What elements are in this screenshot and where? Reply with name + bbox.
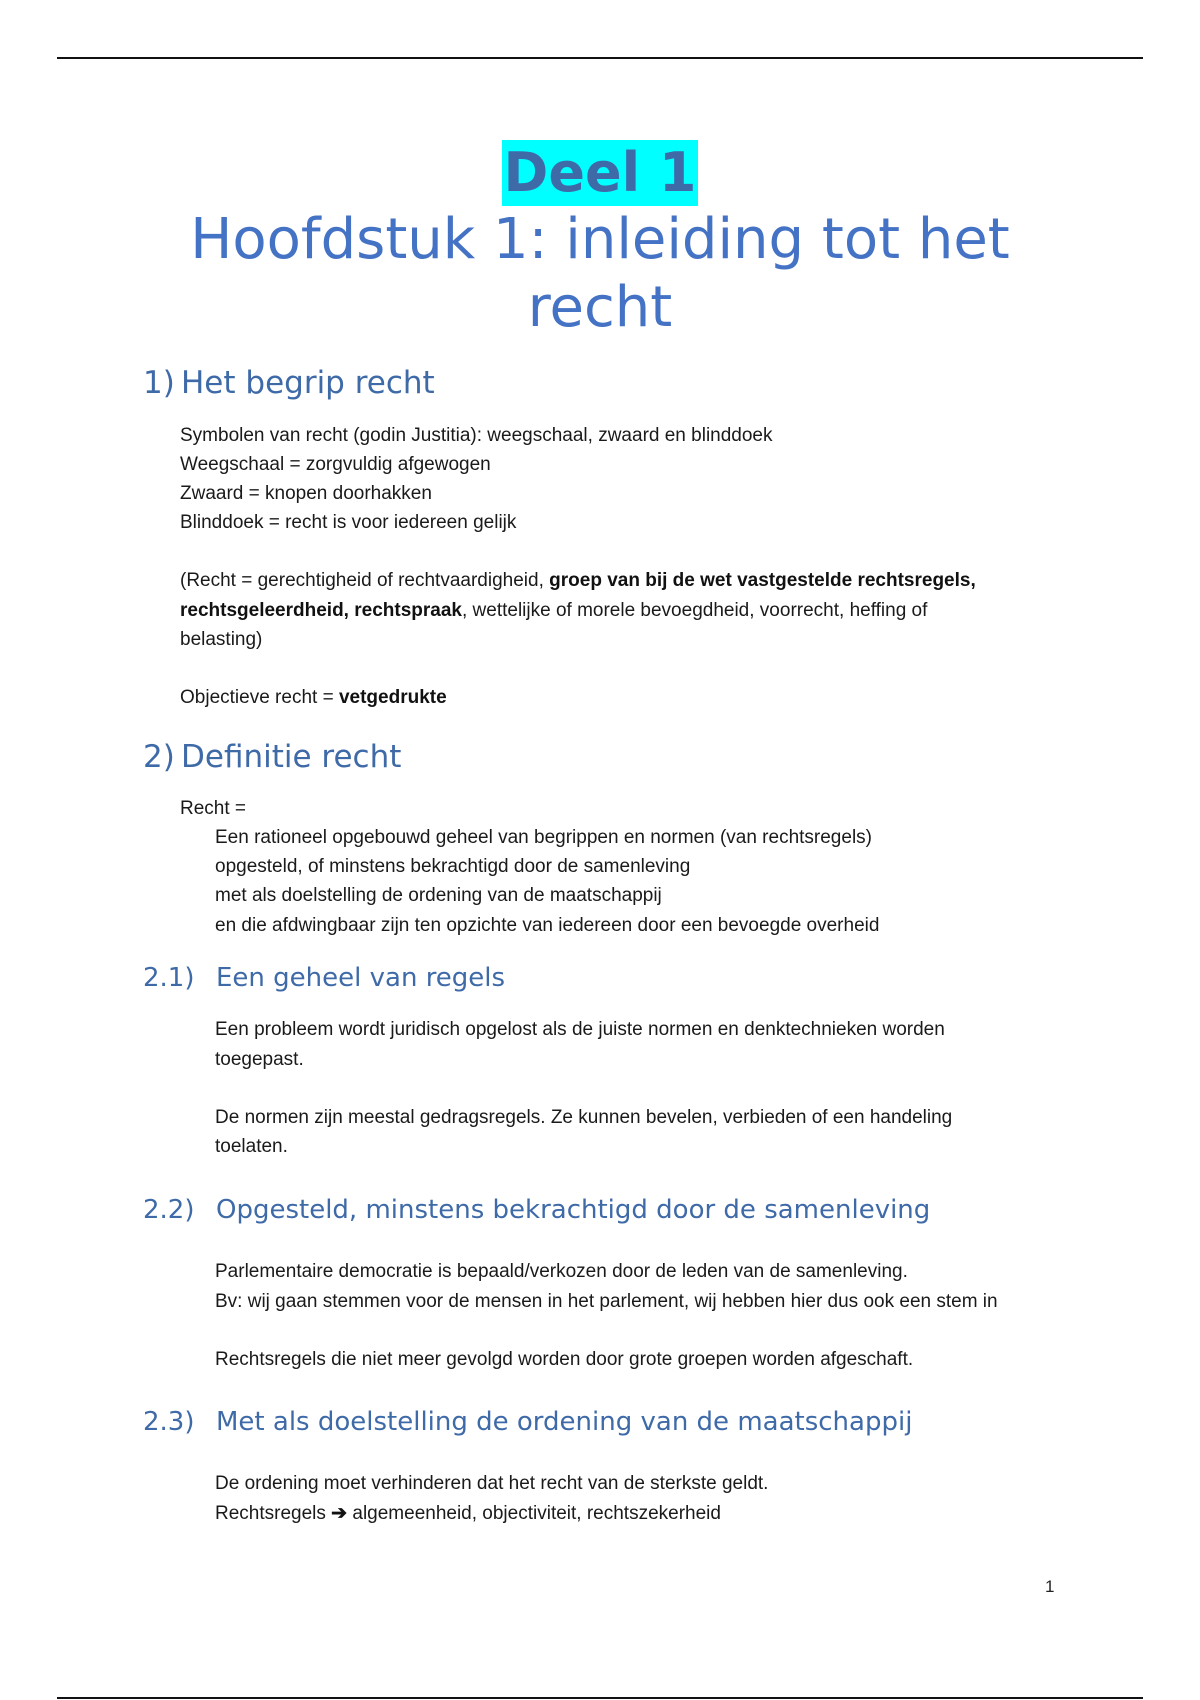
section-heading-2 [143, 738, 401, 776]
title-block [0, 140, 1200, 342]
subsection-heading-2-1 [143, 962, 505, 994]
paragraph-line [180, 566, 976, 595]
paragraph-line [180, 596, 927, 625]
paragraph-line: Symbolen van recht (godin Justitia): weegschaal, zwaard en blinddoek [180, 425, 773, 446]
paragraph-line [215, 1499, 721, 1528]
text-run: , wettelijke of morele bevoegdheid, voorrecht, heffing of [461, 600, 928, 621]
text-run: Rechtsregels [215, 1503, 332, 1524]
paragraph-line: De normen zijn meestal gedragsregels. Ze kunnen bevelen, verbieden of een handeling [215, 1107, 953, 1128]
section-title: Definitie recht [181, 739, 402, 775]
definition-line: opgesteld, of minstens bekrachtigd door de samenleving [215, 856, 691, 877]
paragraph-line: De ordening moet verhinderen dat het recht van de sterkste geldt. [215, 1473, 769, 1494]
arrow-icon: ➔ [331, 1503, 348, 1524]
text-run: algemeenheid, objectiviteit, rechtszekerheid [347, 1503, 721, 1524]
paragraph-line: Blinddoek = recht is voor iedereen gelijk [180, 512, 517, 533]
definition-line: Een rationeel opgebouwd geheel van begrippen en normen (van rechtsregels) [215, 827, 872, 848]
part-title: Deel 1 [503, 141, 697, 204]
text-run: Objectieve recht = [180, 687, 339, 708]
paragraph-line [180, 683, 447, 712]
section-title: Opgesteld, minstens bekrachtigd door de samenleving [216, 1195, 931, 1225]
bold-text: vetgedrukte [338, 687, 447, 708]
paragraph-line: Rechtsregels die niet meer gevolgd worden door grote groepen worden afgeschaft. [215, 1349, 914, 1370]
footer-rule [57, 1697, 1143, 1699]
subsection-heading-2-2 [143, 1194, 930, 1226]
section-title: Met als doelstelling de ordening van de maatschappij [216, 1407, 913, 1437]
section-number: 1) [143, 365, 175, 401]
section-number: 2.2) [143, 1195, 195, 1225]
paragraph-line: belasting) [180, 629, 263, 650]
header-rule [57, 57, 1143, 59]
section-number: 2.1) [143, 963, 195, 993]
section-title: Een geheel van regels [216, 963, 506, 993]
paragraph-line: Zwaard = knopen doorhakken [180, 483, 432, 504]
paragraph-line: Een probleem wordt juridisch opgelost als de juiste normen en denktechnieken worden [215, 1019, 945, 1040]
text-run: (Recht = gerechtigheid of rechtvaardigheid, [180, 570, 550, 591]
bold-text: rechtsgeleerdheid, rechtspraak [180, 600, 462, 621]
paragraph-line: Recht = [180, 798, 247, 819]
paragraph-line: Parlementaire democratie is bepaald/verkozen door de leden van de samenleving. [215, 1261, 908, 1282]
paragraph-line: toegepast. [215, 1049, 304, 1070]
section-title: Het begrip recht [181, 365, 435, 401]
definition-line: en die afdwingbaar zijn ten opzichte van iedereen door een bevoegde overheid [215, 915, 880, 936]
section-heading-1 [143, 364, 435, 402]
paragraph-line: toelaten. [215, 1136, 288, 1157]
page-number: 1 [1045, 1577, 1055, 1596]
paragraph-line: Weegschaal = zorgvuldig afgewogen [180, 454, 491, 475]
section-number: 2) [143, 739, 175, 775]
bold-text: groep van bij de wet vastgestelde rechtsregels, [549, 570, 976, 591]
subsection-heading-2-3 [143, 1406, 912, 1438]
definition-line: met als doelstelling de ordening van de maatschappij [215, 885, 662, 906]
paragraph-line: Bv: wij gaan stemmen voor de mensen in het parlement, wij hebben hier dus ook een stem in [215, 1291, 998, 1312]
section-number: 2.3) [143, 1407, 195, 1437]
chapter-title: Hoofdstuk 1: inleiding tot het recht [190, 207, 1010, 340]
